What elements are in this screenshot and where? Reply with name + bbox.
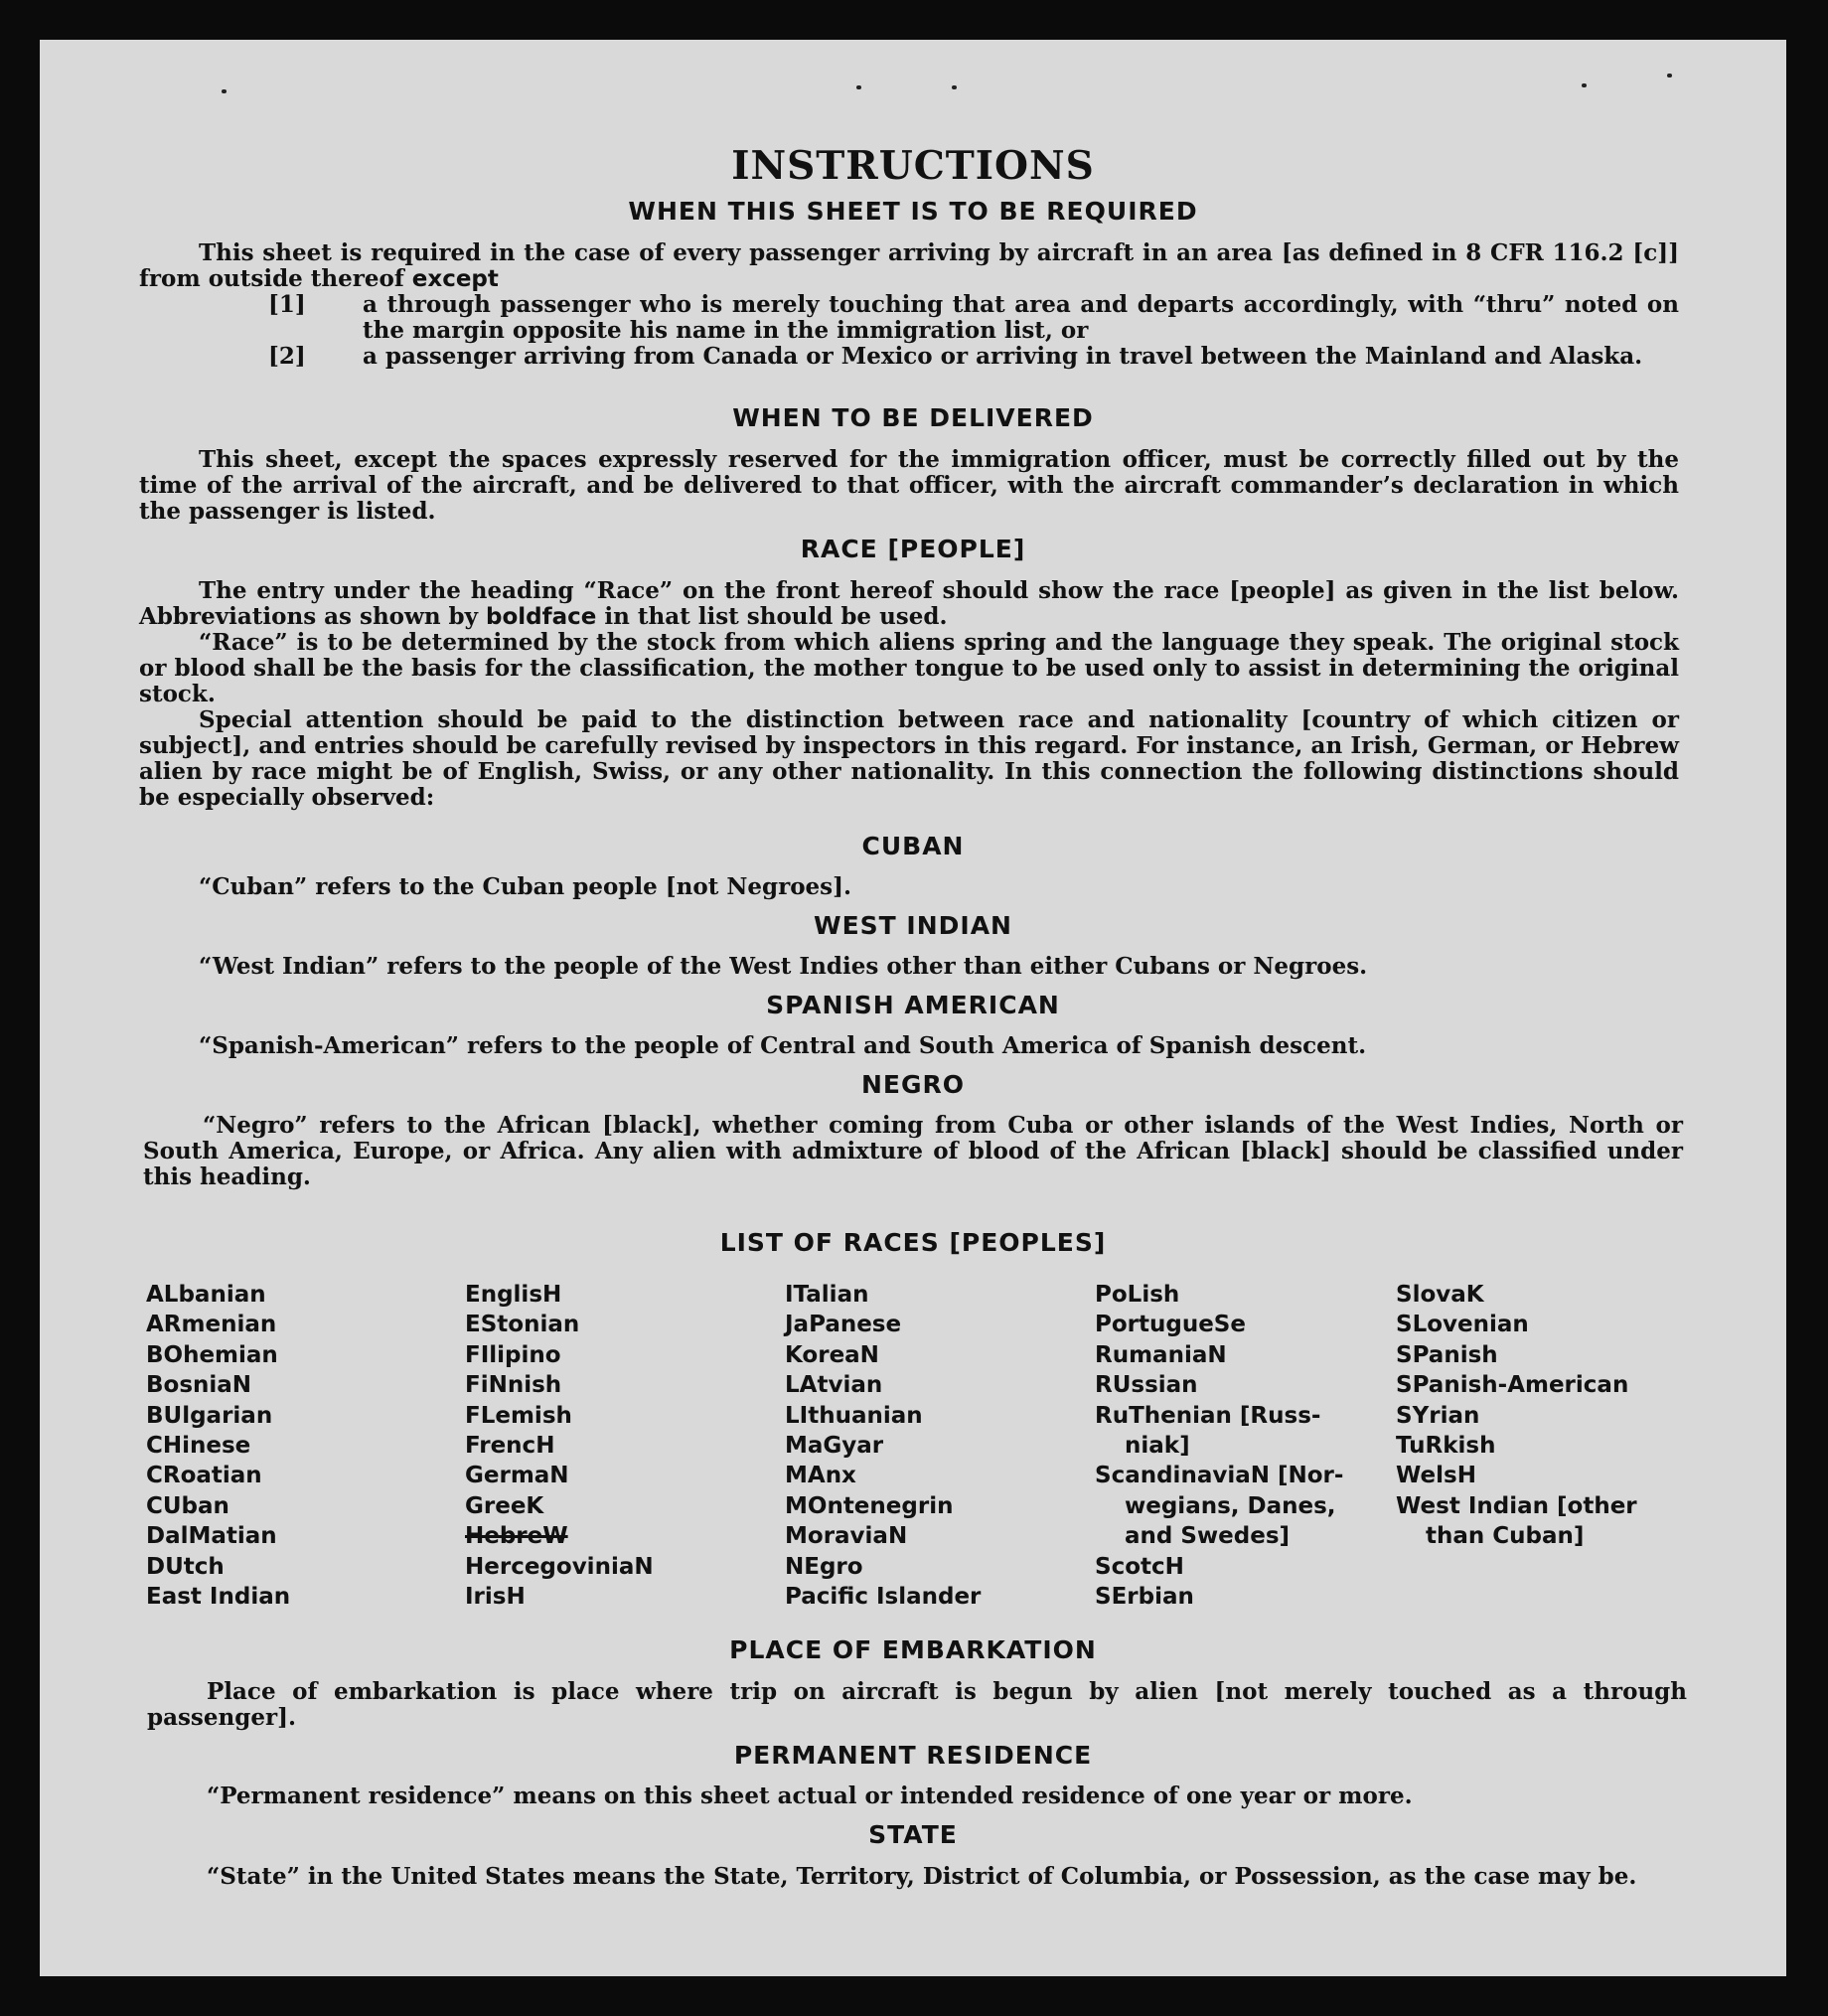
heading-when-required: WHEN THIS SHEET IS TO BE REQUIRED [628,197,1198,226]
race-item: PoLish [1095,1282,1180,1308]
race-item: MOntenegrin [785,1492,954,1519]
document-sheet [40,40,1786,1976]
race-item: MaGyar [785,1433,884,1460]
race-item: RumaniaN [1095,1341,1227,1368]
list-item-1 [268,292,1679,344]
race-item: SYrian [1396,1402,1480,1429]
list-item-number: [1] [268,291,306,318]
heading-state: STATE [868,1820,958,1849]
section-race [139,578,1679,811]
race-p1 [139,578,1679,630]
race-p1-c: in that list should be used. [596,603,948,630]
list-item-text: a through passenger who is merely touching that area and departs accordingly, with “thru” noted on the margin opposite his name in the immigration list, or [363,291,1679,344]
race-p1-boldface: boldface [486,604,597,630]
race-item: LIthuanian [785,1402,923,1429]
race-item-continued: than Cuban] [1426,1523,1585,1550]
scan-speck [952,85,957,89]
race-item: East Indian [146,1584,291,1611]
scan-speck [222,89,227,93]
race-item: CRoatian [146,1463,262,1489]
race-item: ScotcH [1095,1553,1184,1580]
race-item: FLemish [465,1402,572,1429]
heading-race: RACE [PEOPLE] [800,535,1026,563]
heading-when-delivered: WHEN TO BE DELIVERED [732,403,1094,432]
race-item: KoreaN [785,1341,879,1368]
heading-list-of-races: LIST OF RACES [PEOPLES] [719,1228,1107,1257]
race-item: SLovenian [1396,1312,1529,1338]
heading-embarkation: PLACE OF EMBARKATION [729,1635,1097,1664]
heading-west-indian: WEST INDIAN [814,911,1012,940]
race-item: SPanish [1396,1341,1498,1368]
delivered-text: This sheet, except the spaces expressly reserved for the immigration officer, must be correctly filled out by the time of the arrival of the aircraft, and be delivered to that officer, with the aircraft commander’s declaration in which the passenger is listed. [139,446,1679,525]
races-column-1 [146,1280,290,1612]
race-item-struck: HebreW [465,1523,568,1550]
race-item: West Indian [other [1396,1492,1637,1519]
race-item: FrencH [465,1433,555,1460]
races-column-4 [1095,1280,1343,1612]
scan-speck [1582,83,1587,87]
race-item: HercegoviniaN [465,1553,654,1580]
heading-permanent-residence: PERMANENT RESIDENCE [733,1741,1093,1770]
race-item: FIlipino [465,1341,561,1368]
race-item: DalMatian [146,1523,277,1550]
races-column-5 [1396,1280,1637,1552]
race-p3: Special attention should be paid to the distinction between race and nationality [country of which citizen or subject], and entries should be carefully revised by inspectors in this regard. For instance, an Irish, German, or Hebrew alien by race might be of English, Swiss, or any other nationality. In this connection the following distinctions should be especially observed: [139,706,1679,811]
section-spanish-american [139,1033,1679,1059]
race-item: ARmenian [146,1312,277,1338]
race-item: NEgro [785,1553,863,1580]
race-item: ALbanian [146,1282,266,1308]
races-column-3 [785,1280,981,1612]
race-item: CUban [146,1492,229,1519]
race-item: SPanish-American [1396,1372,1629,1399]
section-when-required [139,240,1679,370]
heading-cuban: CUBAN [861,832,965,860]
race-item-continued: niak] [1125,1433,1190,1460]
negro-text: “Negro” refers to the African [black], whether coming from Cuba or other islands of the West Indies, North or South America, Europe, or Africa. Any alien with admixture of blood of the African [black] should be classified under this heading. [143,1112,1683,1190]
section-west-indian [139,954,1679,980]
scan-speck [856,85,861,89]
section-cuban [139,874,1679,900]
spanish-american-text: “Spanish-American” refers to the people of Central and South America of Spanish descent. [199,1032,1367,1059]
race-item: MoraviaN [785,1523,908,1550]
heading-negro: NEGRO [860,1070,966,1099]
races-column-2 [465,1280,654,1612]
race-p2: “Race” is to be determined by the stock from which aliens spring and the language they speak. The original stock or blood shall be the basis for the classification, the mother tongue to be used only to assist in determining the original stock. [139,629,1679,707]
section-embarkation [147,1679,1687,1731]
race-item: BUlgarian [146,1402,273,1429]
section-negro [143,1113,1683,1190]
section-state [147,1864,1687,1890]
race-item: FiNnish [465,1372,562,1399]
state-text: “State” in the United States means the State, Territory, District of Columbia, or Possession, as the case may be. [207,1863,1637,1890]
race-item: PortugueSe [1095,1312,1246,1338]
race-item-continued: wegians, Danes, [1125,1492,1336,1519]
race-item: SlovaK [1396,1282,1484,1308]
race-item: LAtvian [785,1372,883,1399]
list-item-text: a passenger arriving from Canada or Mexico or arriving in travel between the Mainland and Alaska. [363,343,1643,370]
list-item-number: [2] [268,343,306,370]
page-title: INSTRUCTIONS [731,143,1095,189]
race-item: GermaN [465,1463,569,1489]
west-indian-text: “West Indian” refers to the people of the West Indies other than either Cubans or Negroes. [199,953,1368,980]
race-item: EStonian [465,1312,580,1338]
list-item-2 [268,344,1679,370]
race-item: TuRkish [1396,1433,1496,1460]
heading-spanish-american: SPANISH AMERICAN [766,991,1060,1019]
race-item: EnglisH [465,1282,562,1308]
intro-text-a: This sheet is required in the case of every passenger arriving by aircraft in an area [as defined in 8 CFR 116.2 [c]] from outside thereof [139,239,1679,292]
race-item: BosniaN [146,1372,252,1399]
embarkation-text: Place of embarkation is place where trip on aircraft is begun by alien [not merely touched as a through passenger]. [147,1678,1687,1731]
race-item-continued: and Swedes] [1125,1523,1291,1550]
race-item: MAnx [785,1463,856,1489]
race-item: DUtch [146,1553,225,1580]
race-item: WelsH [1396,1463,1476,1489]
race-item: SErbian [1095,1584,1194,1611]
section-permanent-residence [147,1783,1687,1809]
race-item: JaPanese [785,1312,902,1338]
scan-speck [1667,74,1672,78]
race-item: RuThenian [Russ- [1095,1402,1321,1429]
section-when-delivered [139,447,1679,525]
intro-text-except: except [411,266,499,292]
race-item: RUssian [1095,1372,1198,1399]
cuban-text: “Cuban” refers to the Cuban people [not Negroes]. [199,873,852,900]
race-item: GreeK [465,1492,544,1519]
race-item: BOhemian [146,1341,278,1368]
race-item: CHinese [146,1433,251,1460]
intro-text [139,240,1679,292]
race-item: IrisH [465,1584,526,1611]
race-item: Pacific Islander [785,1584,982,1611]
race-item: ITalian [785,1282,869,1308]
race-item: ScandinaviaN [Nor- [1095,1463,1344,1489]
residence-text: “Permanent residence” means on this sheet actual or intended residence of one year or more. [207,1783,1413,1809]
race-p1-a: The entry under the heading “Race” on the front hereof should show the race [people] as given in the list below. Abbreviations as shown by [139,577,1679,630]
